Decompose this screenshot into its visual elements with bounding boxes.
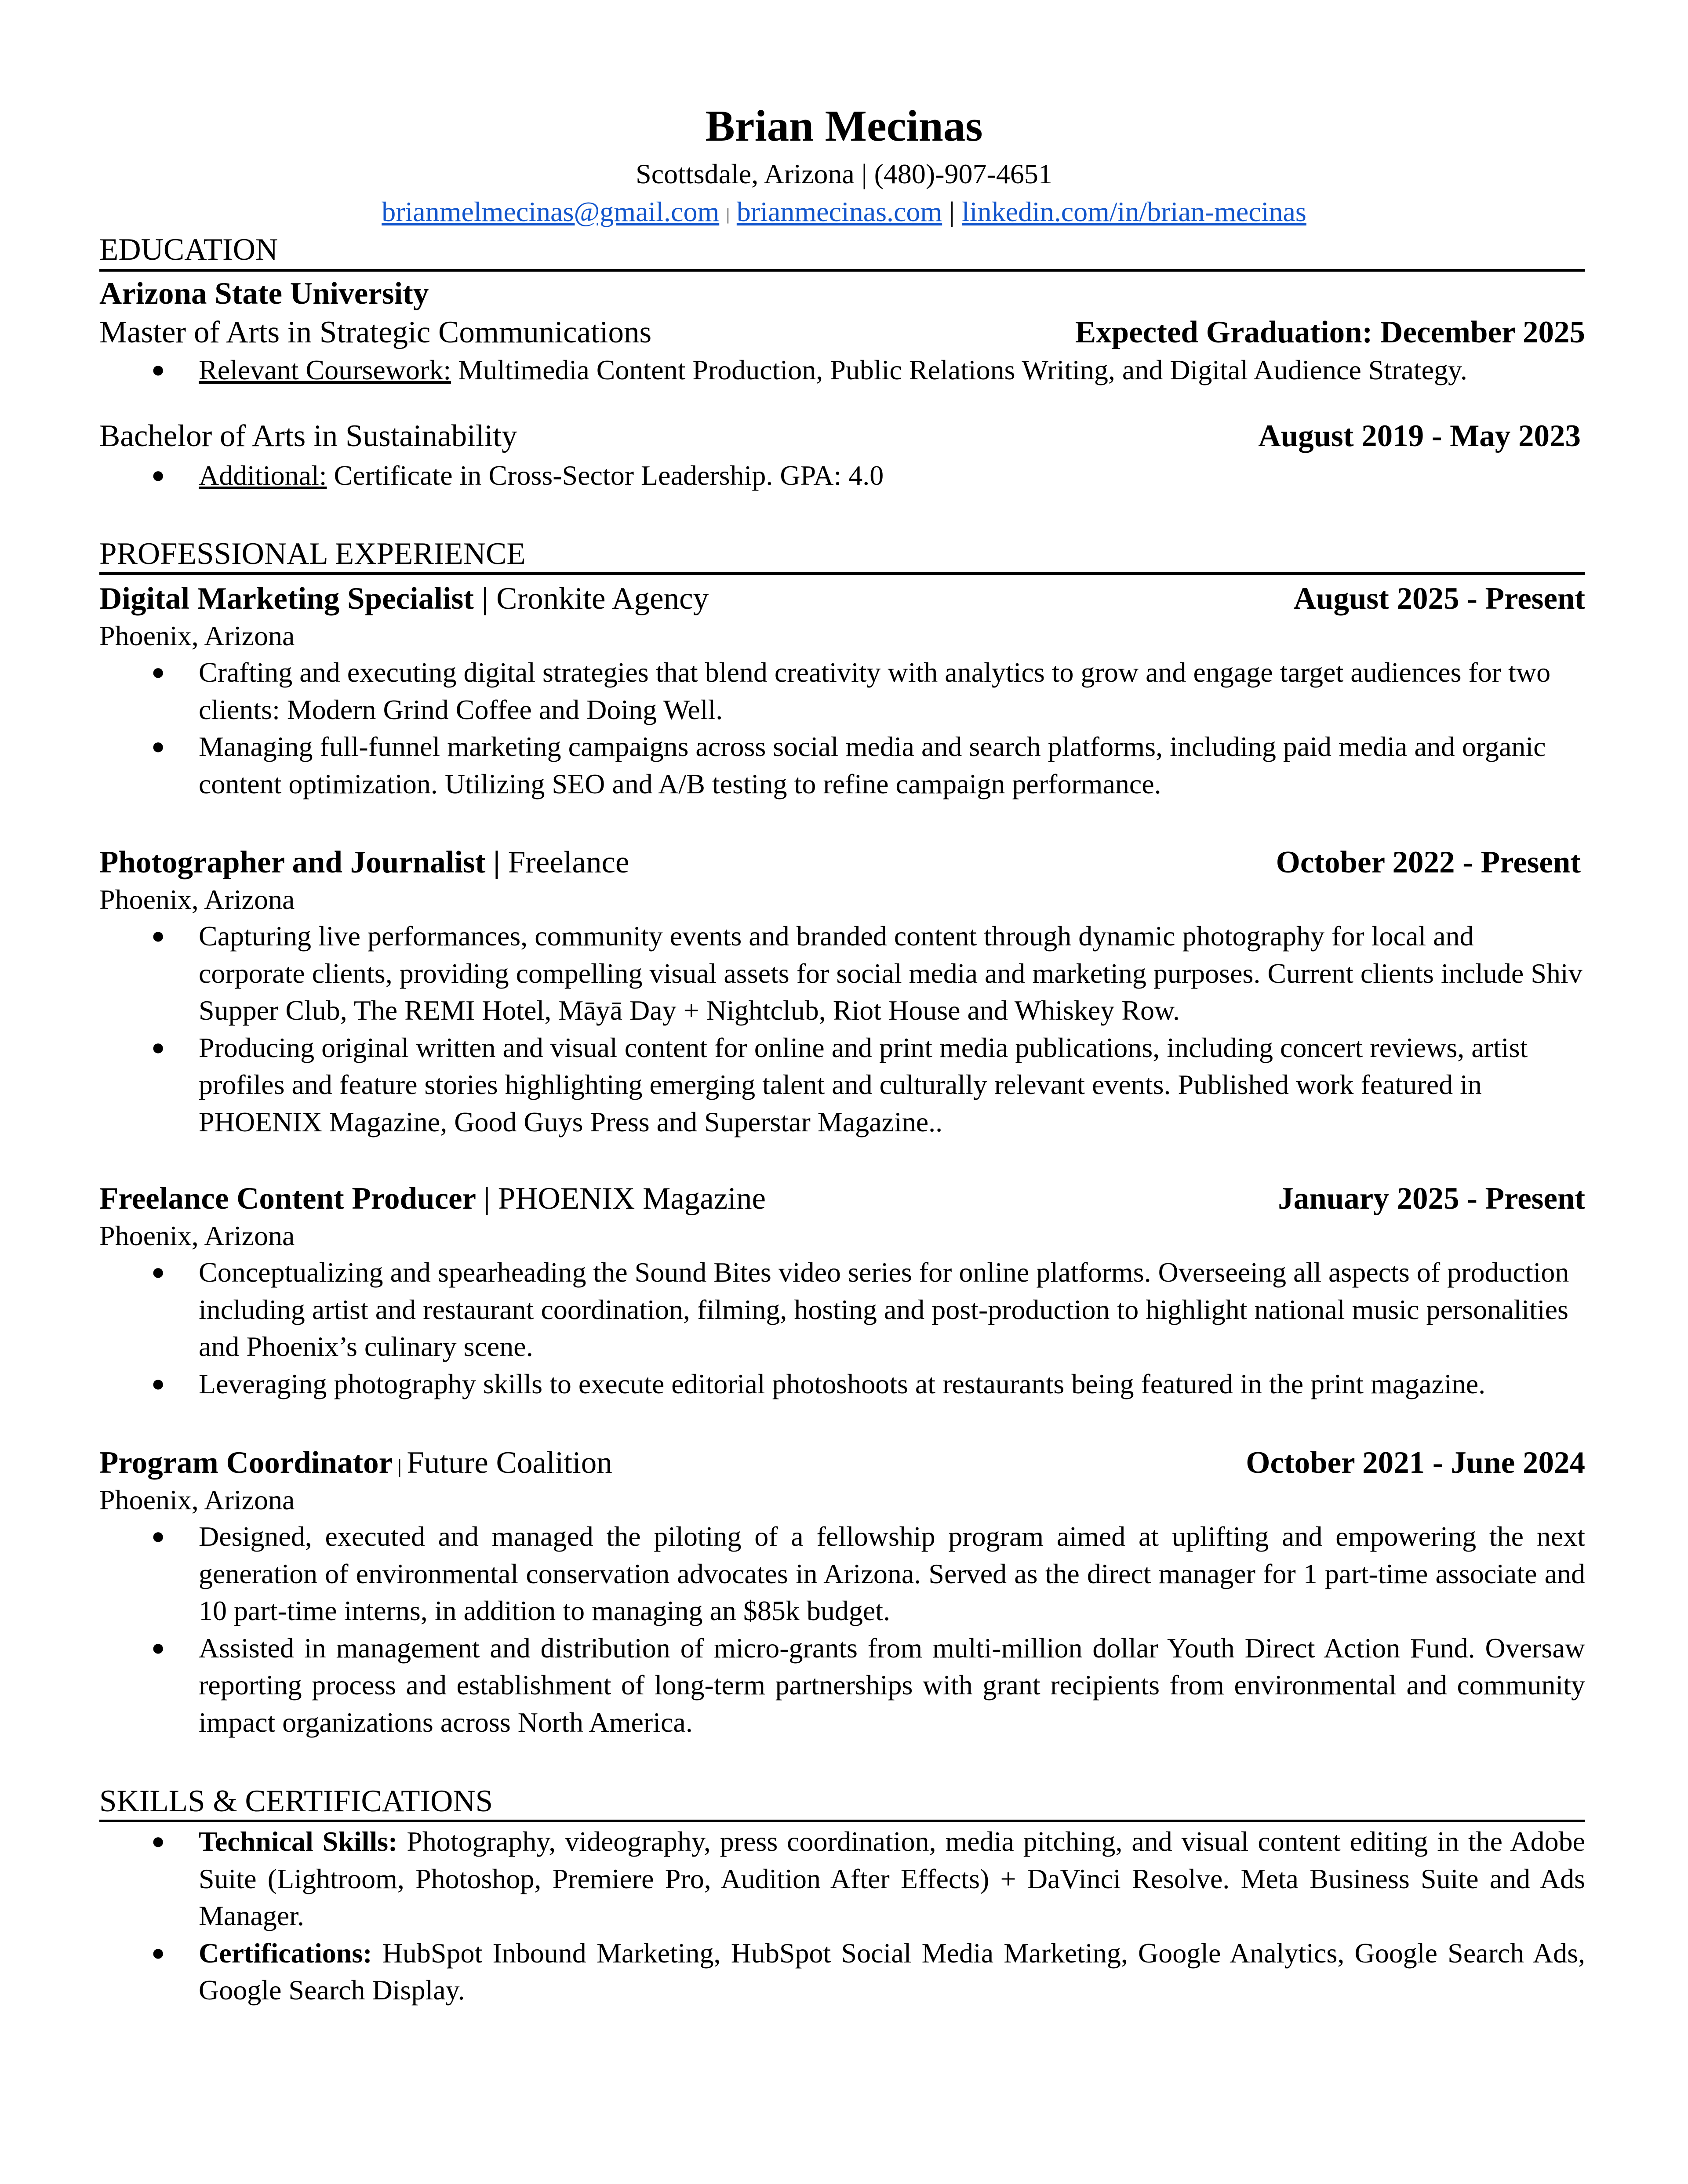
job-row: Freelance Content Producer | PHOENIX Magazine January 2025 - Present (99, 1179, 1585, 1218)
ba-bullets (99, 457, 1585, 494)
list-item: ● Technical Skills: Photography, videography, press coordination, media pitching, and visual content editing in the Adobe Suite (Lightroom, Photoshop, Premiere Pro, Audition After Effects) + DaVinci Resolve. Meta Business Suite and Ads Manager. (99, 1823, 1585, 1935)
job-role: Freelance Content Producer (99, 1181, 477, 1216)
contact-links (0, 194, 1688, 232)
website-link[interactable]: brianmecinas.com (736, 196, 942, 227)
job-role: Photographer and Journalist (99, 845, 486, 879)
job-org: Future Coalition (407, 1446, 612, 1480)
bullet-icon: ● (151, 1524, 165, 1549)
email-link[interactable]: brianmelmecinas@gmail.com (382, 196, 720, 227)
bullet-icon: ● (151, 1635, 165, 1661)
job-role: Program Coordinator (99, 1446, 393, 1480)
job-org: Cronkite Agency (496, 581, 709, 616)
ma-degree: Master of Arts in Strategic Communications (99, 315, 652, 349)
job-dates: October 2022 - Present (1276, 845, 1581, 879)
list-item: ● Capturing live performances, community events and branded content through dynamic photography for local and corporate clients, providing compelling visual assets for social media and marketing purposes. Current clients include Shiv Supper Club, The REMI Hotel, Māyā Day + Nightclub, Riot House and Whiskey Row. (99, 918, 1585, 1029)
resume-name: Brian Mecinas (705, 101, 983, 150)
job-org: Freelance (508, 845, 629, 879)
job-dates: January 2025 - Present (1278, 1181, 1585, 1216)
list-item: ● Certifications: HubSpot Inbound Marketing, HubSpot Social Media Marketing, Google Analytics, Google Search Ads, Google Search Display. (99, 1935, 1585, 2009)
job-bullets (99, 654, 1585, 803)
list-item: ● Conceptualizing and spearheading the Sound Bites video series for online platforms. Overseeing all aspects of production including artist and restaurant coordination, filming, hosting and post-production to highlight national music personalities and Phoenix’s culinary scene. (99, 1254, 1585, 1366)
list-item: ● Relevant Coursework: Multimedia Content Production, Public Relations Writing, and Digital Audience Strategy. (99, 352, 1585, 389)
job-bullets (99, 1518, 1585, 1741)
linkedin-link[interactable]: linkedin.com/in/brian-mecinas (962, 196, 1306, 227)
job-row: Digital Marketing Specialist | Cronkite Agency August 2025 - Present (99, 579, 1585, 618)
experience-heading: PROFESSIONAL EXPERIENCE (99, 537, 526, 571)
list-item: ● Assisted in management and distribution of micro-grants from multi-million dollar Youth Direct Action Fund. Oversaw reporting process and establishment of long-term partnerships with grant recipients from environmental and community impact organizations across North America. (99, 1630, 1585, 1741)
bullet-icon: ● (151, 463, 165, 488)
skills-heading: SKILLS & CERTIFICATIONS (99, 1784, 493, 1818)
job-row: Program Coordinator | Future Coalition October 2021 - June 2024 (99, 1443, 1585, 1482)
separator: | (726, 205, 730, 224)
job-role: Digital Marketing Specialist (99, 581, 474, 616)
school-name: Arizona State University (99, 276, 429, 311)
job-org: PHOENIX Magazine (498, 1181, 766, 1216)
bullet-icon: ● (151, 1260, 165, 1285)
ma-date: Expected Graduation: December 2025 (1075, 315, 1585, 349)
section-divider (99, 269, 1585, 272)
bullet-icon: ● (151, 1371, 165, 1396)
bullet-icon: ● (151, 923, 165, 948)
bullet-icon: ● (151, 1940, 165, 1966)
section-divider (99, 572, 1585, 575)
list-item: ● Designed, executed and managed the piloting of a fellowship program aimed at uplifting and empowering the next generation of environmental conservation advocates in Arizona. Served as the direct manager for 1 part-time associate and 10 part-time interns, in addition to managing an $85k budget. (99, 1518, 1585, 1630)
school-row (99, 274, 1585, 313)
job-bullets (99, 918, 1585, 1141)
section-divider (99, 1820, 1585, 1822)
bullet-icon: ● (151, 357, 165, 382)
bullet-icon: ● (151, 660, 165, 685)
job-row: Photographer and Journalist | Freelance October 2022 - Present (99, 843, 1585, 882)
ma-degree-row (99, 313, 1585, 352)
bullet-icon: ● (151, 1829, 165, 1854)
job-location: Phoenix, Arizona (99, 1484, 295, 1515)
job-dates: August 2025 - Present (1293, 581, 1585, 616)
list-item: ● Additional: Certificate in Cross-Sector Leadership. GPA: 4.0 (99, 457, 1585, 494)
ma-bullets (99, 352, 1585, 389)
job-location: Phoenix, Arizona (99, 1220, 295, 1251)
job-bullets (99, 1254, 1585, 1403)
job-dates: October 2021 - June 2024 (1246, 1446, 1585, 1480)
list-item: ● Managing full-funnel marketing campaigns across social media and search platforms, including paid media and organic content optimization. Utilizing SEO and A/B testing to refine campaign performance. (99, 728, 1585, 803)
job-location: Phoenix, Arizona (99, 884, 295, 915)
ba-degree: Bachelor of Arts in Sustainability (99, 419, 517, 453)
separator: | (949, 196, 955, 227)
ba-degree-row (99, 417, 1585, 455)
skills-bullets (99, 1823, 1585, 2009)
list-item: ● Producing original written and visual content for online and print media publications, including concert reviews, artist profiles and feature stories highlighting emerging talent and culturally relevant events. Published work featured in PHOENIX Magazine, Good Guys Press and Superstar Magazine.. (99, 1029, 1585, 1141)
job-location: Phoenix, Arizona (99, 620, 295, 651)
list-item: ● Leveraging photography skills to execute editorial photoshoots at restaurants being featured in the print magazine. (99, 1366, 1585, 1403)
bullet-icon: ● (151, 734, 165, 759)
ba-date: August 2019 - May 2023 (1258, 419, 1581, 453)
location-phone: Scottsdale, Arizona | (480)-907-4651 (636, 158, 1052, 189)
list-item: ● Crafting and executing digital strategies that blend creativity with analytics to grow and engage target audiences for two clients: Modern Grind Coffee and Doing Well. (99, 654, 1585, 728)
education-heading: EDUCATION (99, 233, 278, 267)
bullet-icon: ● (151, 1035, 165, 1060)
